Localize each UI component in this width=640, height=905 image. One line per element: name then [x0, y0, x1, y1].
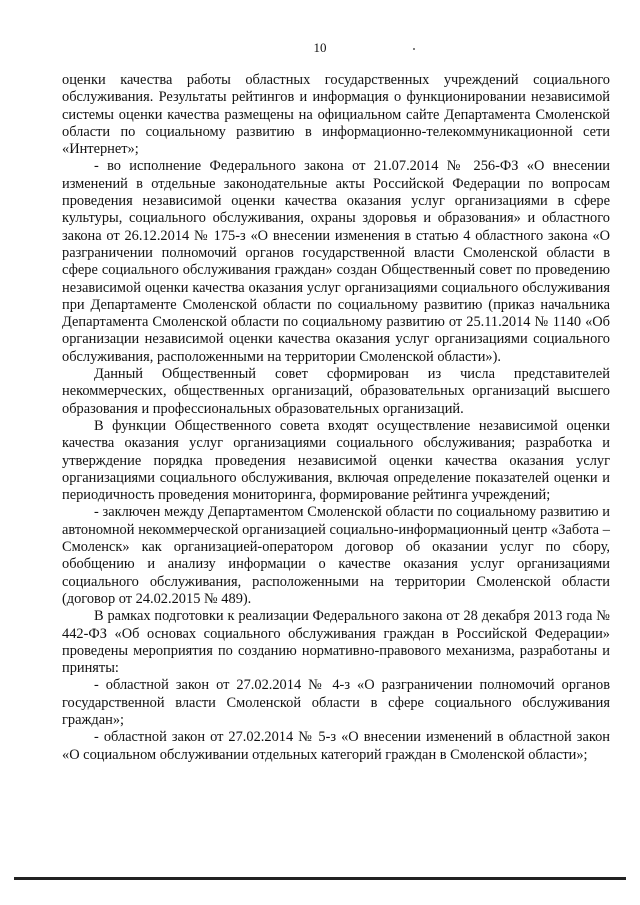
paragraph-bullet-law-4z: - областной закон от 27.02.2014 № 4-з «О разграничении полномочий органов государственной власти Смоленской области в сфере социального обслуживания граждан»; [62, 677, 610, 728]
paragraph-bullet-law-5z: - областной закон от 27.02.2014 № 5-з «О внесении изменений в областной закон «О социальном обслуживании отдельных категорий граждан в Смоленской области»; [62, 729, 610, 763]
paragraph-continuation: оценки качества работы областных государственных учреждений социального обслуживания. Результаты рейтингов и информация о функционировании независимой системы оценки качества размещены на официальном сайте Департамента Смоленской области по социальному развитию в информационно-телекоммуникационной сети «Интернет»; [62, 72, 610, 158]
paragraph-442-fz: В рамках подготовки к реализации Федерального закона от 28 декабря 2013 года № 442-ФЗ «Об основах социального обслуживания граждан в Российской Федерации» проведены мероприятия по созданию нормативно-правового механизма, разработаны и приняты: [62, 608, 610, 677]
document-body [62, 72, 610, 764]
paragraph-bullet-256-fz: - во исполнение Федерального закона от 21.07.2014 № 256-ФЗ «О внесении изменений в отдельные законодательные акты Российской Федерации по вопросам проведения независимой оценки качества оказания услуг организациями в сфере культуры, социального обслуживания, охраны здоровья и образования» и областного закона от 26.12.2014 № 175-з «О внесении изменения в статью 4 областного закона «О разграничении полномочий органов государственной власти Смоленской области в сфере социального обслуживания граждан» создан Общественный совет по проведению независимой оценки качества оказания услуг организациями социального обслуживания при Департаменте Смоленской области по социальному развитию (приказ начальника Департамента Смоленской области по социальному развитию от 25.11.2014 № 1140 «Об организации независимой оценки качества оказания услуг организациями социального обслуживания, расположенными на территории Смоленской области»). [62, 158, 610, 365]
bottom-border-line [14, 877, 626, 880]
paragraph-council-composition: Данный Общественный совет сформирован из числа представителей некоммерческих, общественных организаций, образовательных организаций высшего образования и профессиональных образовательных организаций. [62, 366, 610, 417]
paragraph-bullet-contract: - заключен между Департаментом Смоленской области по социальному развитию и автономной некоммерческой организацией социально-информационный центр «Забота – Смоленск» как организацией-оператором договор об оказании услуг по сбору, обобщению и анализу информации о качестве оказания услуг организациями социального обслуживания, расположенными на территории Смоленской области (договор от 24.02.2015 № 489). [62, 504, 610, 607]
paragraph-council-functions: В функции Общественного совета входят осуществление независимой оценки качества оказания услуг организациями социального обслуживания; разработка и утверждение порядка проведения независимой оценки качества оказания услуг организациями социального обслуживания, включая определение показателей оценки и периодичность проведения мониторинга, формирование рейтинга учреждений; [62, 417, 610, 504]
scan-speck [413, 48, 415, 50]
page-number: 10 [313, 40, 327, 55]
